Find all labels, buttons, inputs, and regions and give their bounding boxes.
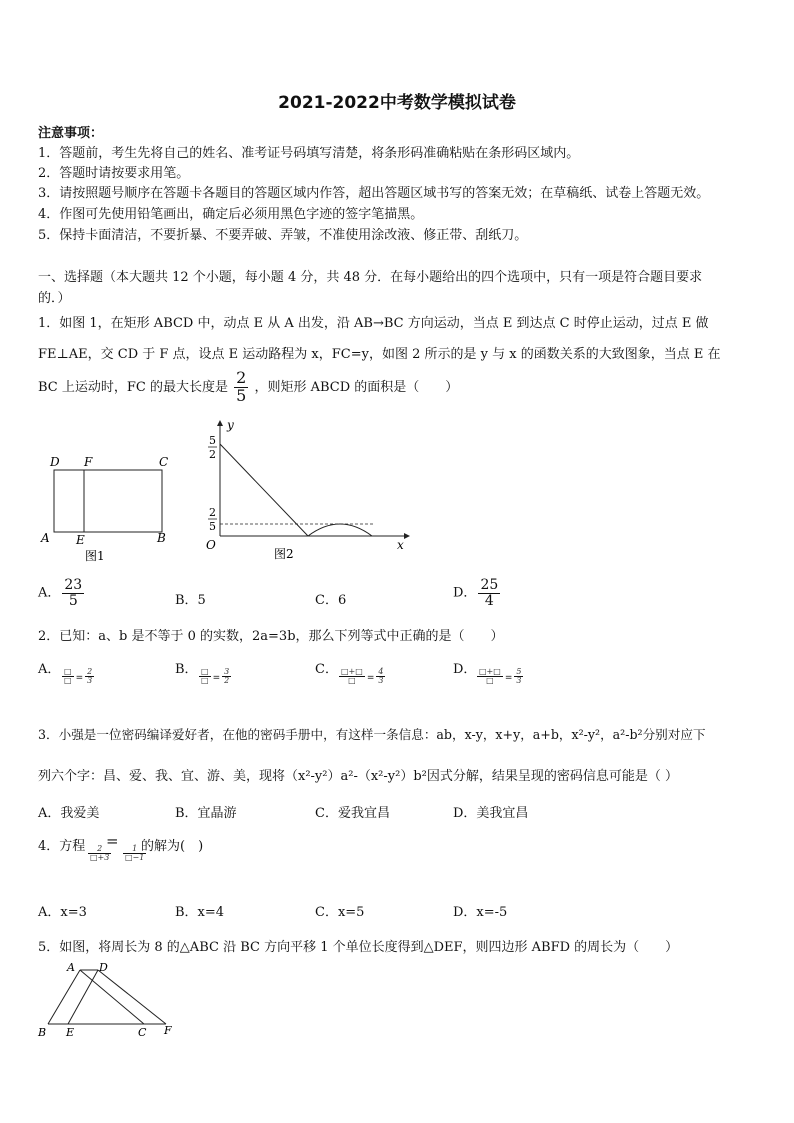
q4-option-b[interactable]: B．x=4 <box>175 905 225 920</box>
label-b: B <box>157 531 166 545</box>
q1-stem-line3 <box>38 370 458 405</box>
q2-option-b-expr: $\frac{□}{□}$ = $\frac{3}{2}$ <box>201 667 230 686</box>
q3-stem-line1: 3．小强是一位密码编译爱好者，在他的密码手册中，有这样一条信息：ab，x-y，x+y，a+b，x²-y²，a²-b²分别对应下 <box>38 727 706 742</box>
graph-arc <box>308 524 372 536</box>
q1-figure2 <box>200 418 415 566</box>
label-c: C <box>159 455 169 469</box>
q4-lhs-fraction: $\frac{2}{□+3}$ <box>90 844 110 863</box>
q1-figure1 <box>38 452 178 567</box>
figure1-caption: 图1 <box>85 549 105 563</box>
note-item: 2．答题时请按要求用笔。 <box>38 166 190 181</box>
q1-stem-line2: FE⊥AE，交 CD 于 F 点，设点 E 运动路程为 x，FC=y，如图 2 所示的是 y 与 x 的函数关系的大致图象，当点 E 在 <box>38 347 721 362</box>
q3-stem-line2: 列六个字：昌、爱、我、宜、游、美，现将（x²-y²）a²-（x²-y²）b²因式分解，结果呈现的密码信息可能是（ ） <box>38 769 679 784</box>
q4-option-d[interactable]: D．x=-5 <box>453 905 508 920</box>
label-f: F <box>84 455 93 469</box>
graph-descending-line <box>220 444 308 536</box>
q4-equals: = <box>106 832 119 850</box>
label-b: B <box>38 1026 47 1039</box>
q5-stem: 5．如图，将周长为 8 的△ABC 沿 BC 方向平移 1 个单位长度得到△DEF，则四边形 ABFD 的周长为（ ） <box>38 940 679 955</box>
label-d: D <box>50 455 60 469</box>
q1-max-fraction: $\frac{2}{5}$ <box>236 368 247 405</box>
label-e: E <box>76 533 85 547</box>
q1-option-a[interactable]: A． $\frac{23}{5}$ <box>38 577 83 609</box>
q1-option-b[interactable]: B．5 <box>175 593 206 608</box>
q2-option-d-expr: $\frac{□+□}{□}$ = $\frac{5}{3}$ <box>479 667 522 686</box>
q1-line3-b: ，则矩形 ABCD 的面积是（ ） <box>254 379 459 395</box>
x-axis-arrow <box>404 533 410 539</box>
tick-low-denominator: 5 <box>209 520 216 533</box>
q5-figure <box>36 958 186 1043</box>
q4-rhs-fraction: $\frac{1}{□-1}$ <box>125 844 145 863</box>
x-axis-label: x <box>397 538 404 552</box>
origin-label: O <box>206 538 216 552</box>
q4-option-a[interactable]: A．x=3 <box>38 905 87 920</box>
q2-option-c-expr: $\frac{□+□}{□}$ = $\frac{4}{3}$ <box>341 667 384 686</box>
segment-ab <box>48 970 80 1024</box>
label-a: A <box>41 531 50 545</box>
tick-top-numerator: 5 <box>209 434 216 447</box>
section-heading-cont: 的．） <box>38 291 71 306</box>
label-c: C <box>138 1026 147 1039</box>
q1-option-d[interactable]: D． $\frac{25}{4}$ <box>453 577 499 609</box>
segment-df <box>98 970 166 1024</box>
note-item: 5．保持卡面清洁，不要折暴、不要弄破、弄皱，不准使用涂改液、修正带、刮纸刀。 <box>38 228 528 243</box>
label-e: E <box>66 1026 75 1039</box>
q2-option-d[interactable]: D． <box>453 662 477 677</box>
rectangle-abcd <box>54 470 162 532</box>
q1-line3-a: BC 上运动时，FC 的最大长度是 <box>38 379 228 395</box>
figure2-caption: 图2 <box>274 547 294 561</box>
q3-option-c[interactable]: C．爱我宜昌 <box>315 806 390 821</box>
q3-option-b[interactable]: B．宜晶游 <box>175 806 237 821</box>
tick-low-numerator: 2 <box>209 506 216 519</box>
section-heading: 一、选择题（本大题共 12 个小题，每小题 4 分，共 48 分．在每小题给出的四个选项中，只有一项是符合题目要求 <box>38 270 703 285</box>
y-axis-label: y <box>227 418 234 432</box>
note-item: 3．请按照题号顺序在答题卡各题目的答题区域内作答，超出答题区域书写的答案无效；在草稿纸、试卷上答题无效。 <box>38 186 710 201</box>
note-item: 4．作图可先使用铅笔画出，确定后必须用黑色字迹的签字笔描黑。 <box>38 207 424 222</box>
q2-option-c[interactable]: C． <box>315 662 338 677</box>
y-axis-arrow <box>217 420 223 426</box>
segment-de <box>68 970 98 1024</box>
paper-title: 2021-2022中考数学模拟试卷 <box>278 93 516 113</box>
note-item: 1．答题前，考生先将自己的姓名、准考证号码填写清楚，将条形码准确粘贴在条形码区域内。 <box>38 146 580 161</box>
label-d: D <box>99 961 108 974</box>
label-a: A <box>67 961 75 974</box>
q1-stem-line1: 1．如图 1，在矩形 ABCD 中，动点 E 从 A 出发，沿 AB→BC 方向运动，当点 E 到达点 C 时停止运动，过点 E 做 <box>38 316 709 331</box>
segment-ac <box>80 970 144 1024</box>
q1-option-c[interactable]: C．6 <box>315 593 347 608</box>
q4-stem-b: 的解为( ) <box>141 839 204 854</box>
q2-option-a-expr: $\frac{□}{□}$ = $\frac{2}{3}$ <box>64 667 93 686</box>
q2-option-a[interactable]: A． <box>38 662 61 677</box>
q4-stem-a: 4．方程 <box>38 839 86 854</box>
q4-option-c[interactable]: C．x=5 <box>315 905 365 920</box>
tick-top-denominator: 2 <box>209 448 216 461</box>
q3-option-d[interactable]: D．美我宜昌 <box>453 806 529 821</box>
notes-heading: 注意事项： <box>38 126 104 141</box>
label-f: F <box>164 1024 172 1037</box>
q2-option-b[interactable]: B． <box>175 662 198 677</box>
q2-stem: 2．已知：a、b 是不等于 0 的实数，2a=3b，那么下列等式中正确的是（ ） <box>38 629 504 644</box>
q3-option-a[interactable]: A．我爱美 <box>38 806 100 821</box>
